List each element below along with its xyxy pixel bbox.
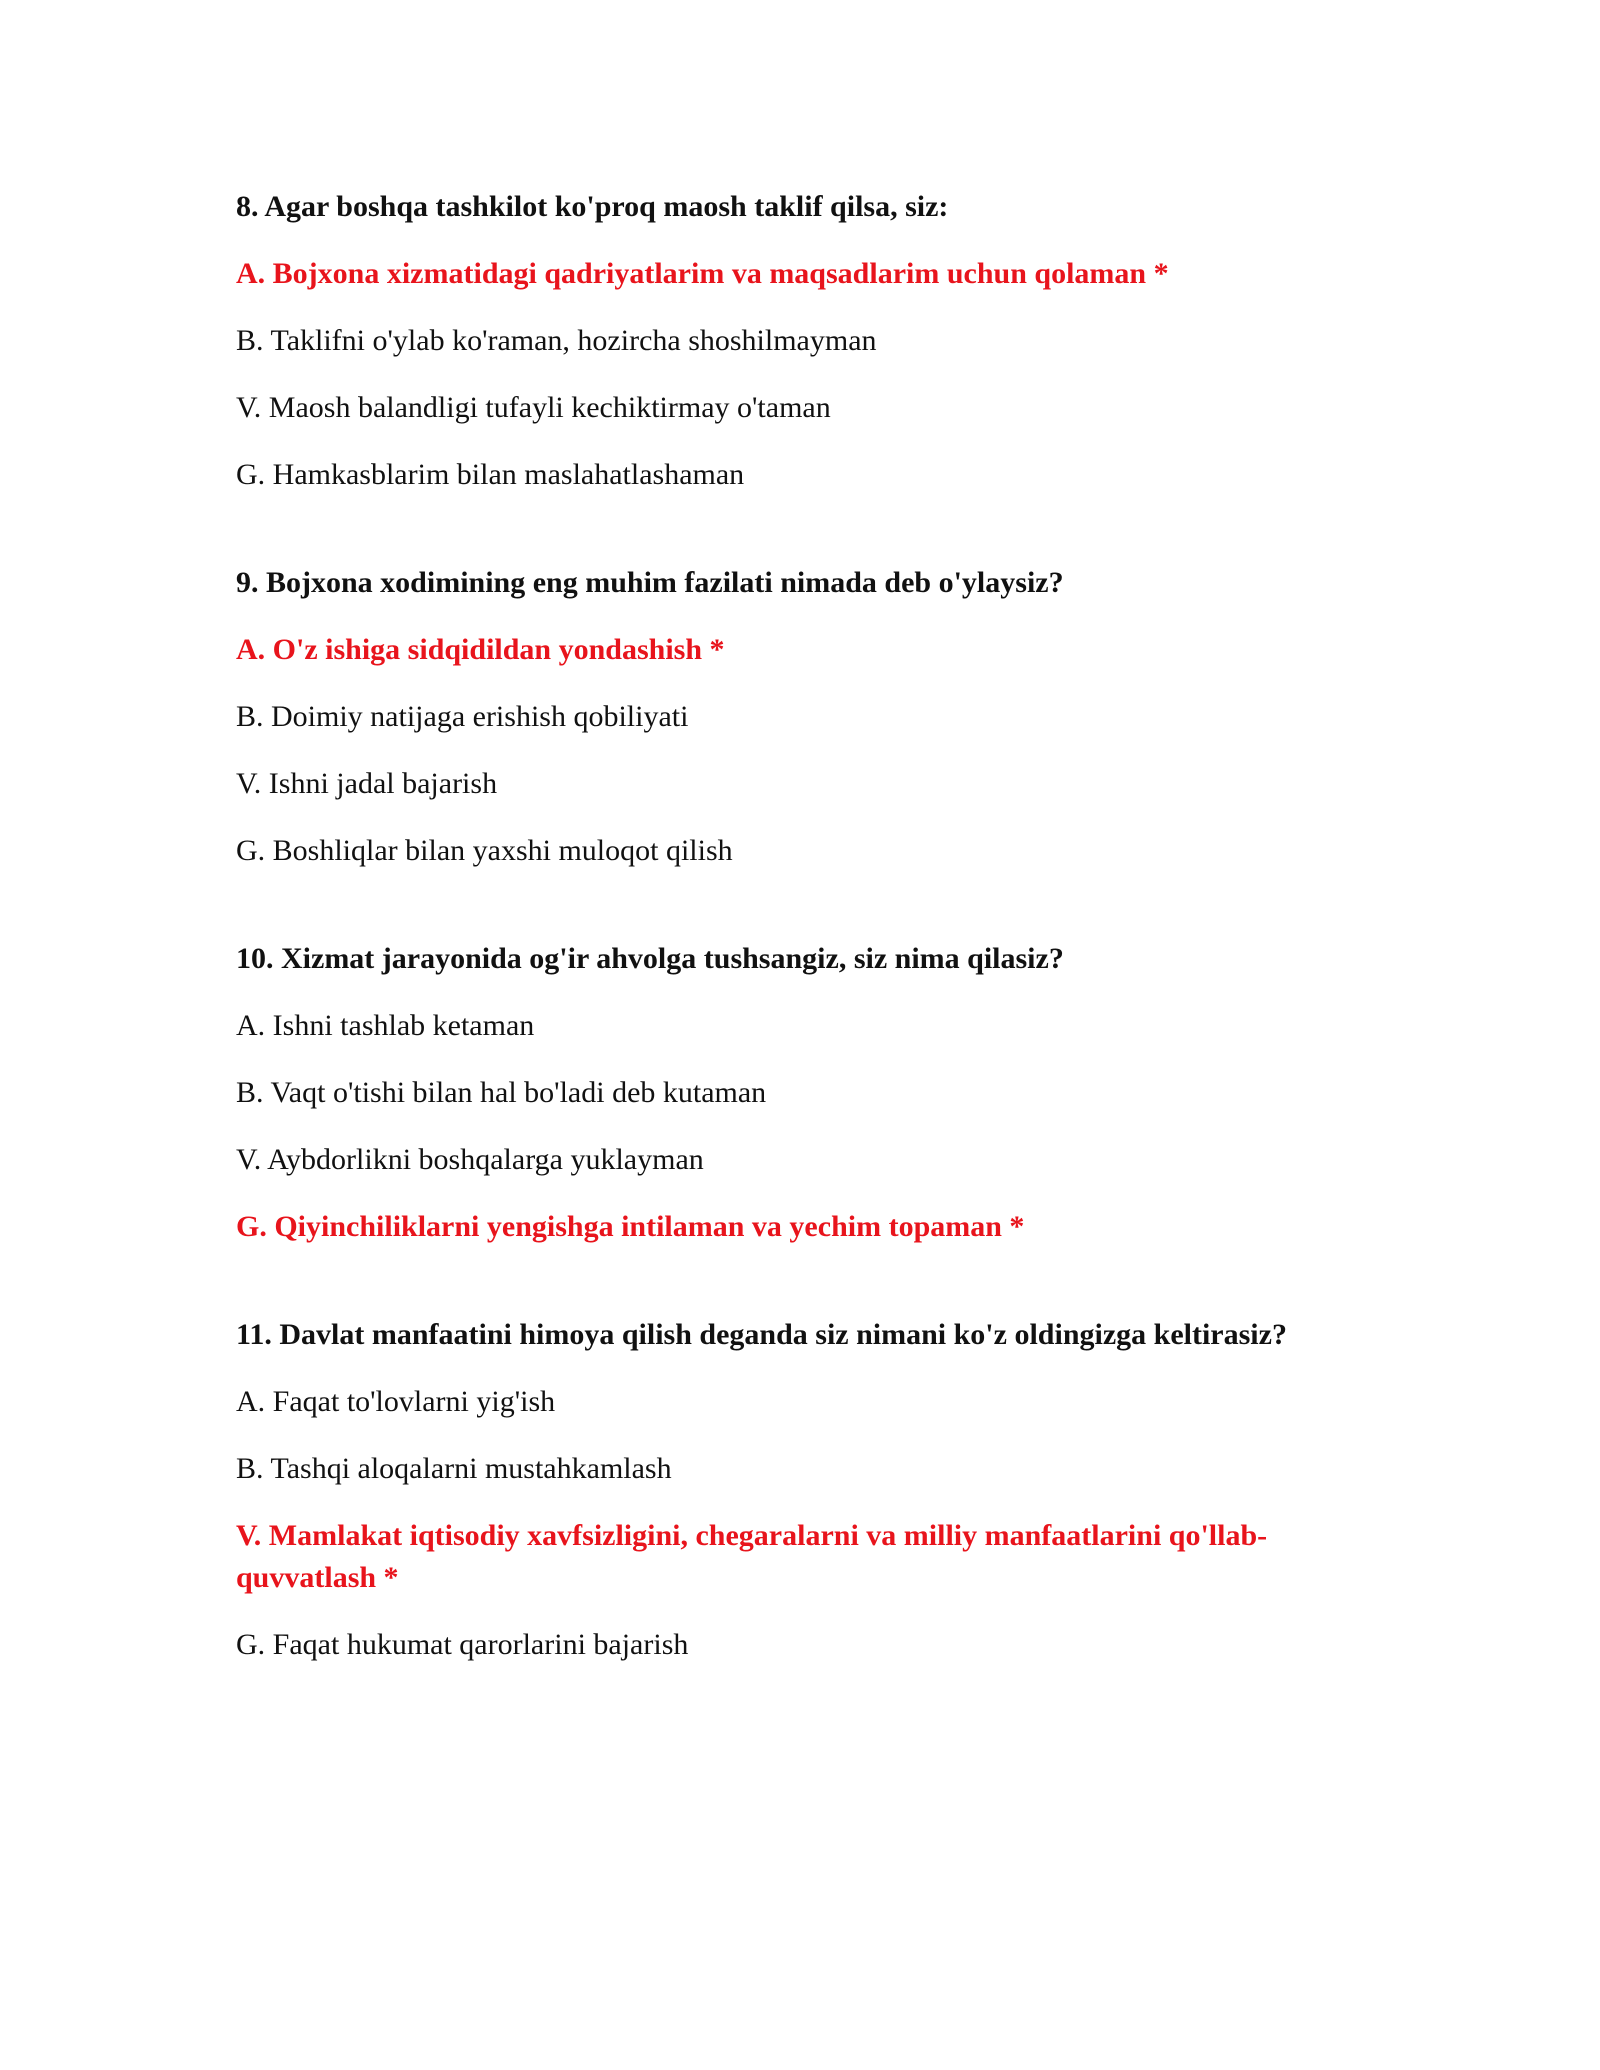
- question-title: 11. Davlat manfaatini himoya qilish deganda siz nimani ko'z oldingizga keltirasiz?: [236, 1318, 1287, 1351]
- answer-option: G. Faqat hukumat qarorlarini bajarish: [236, 1628, 689, 1661]
- answer-option: A. Ishni tashlab ketaman: [236, 1009, 535, 1042]
- question-block-8: [236, 186, 1376, 496]
- question-title: 10. Xizmat jarayonida og'ir ahvolga tushsangiz, siz nima qilasiz?: [236, 942, 1064, 975]
- answer-option: A. Bojxona xizmatidagi qadriyatlarim va maqsadlarim uchun qolaman *: [236, 257, 1169, 290]
- answer-option: A. Faqat to'lovlarni yig'ish: [236, 1385, 556, 1418]
- question-title: 8. Agar boshqa tashkilot ko'proq maosh taklif qilsa, siz:: [236, 190, 949, 223]
- question-block-10: [236, 938, 1376, 1248]
- answer-option: B. Taklifni o'ylab ko'raman, hozircha shoshilmayman: [236, 324, 877, 357]
- question-title: 9. Bojxona xodimining eng muhim fazilati nimada deb o'ylaysiz?: [236, 566, 1064, 599]
- answer-option: B. Tashqi aloqalarni mustahkamlash: [236, 1452, 672, 1485]
- answer-option: V. Maosh balandligi tufayli kechiktirmay o'taman: [236, 391, 831, 424]
- answer-option: G. Boshliqlar bilan yaxshi muloqot qilish: [236, 834, 733, 867]
- answer-option: B. Vaqt o'tishi bilan hal bo'ladi deb kutaman: [236, 1076, 767, 1109]
- answer-option: B. Doimiy natijaga erishish qobiliyati: [236, 700, 689, 733]
- answer-option: A. O'z ishiga sidqidildan yondashish *: [236, 633, 725, 666]
- answer-option: G. Qiyinchiliklarni yengishga intilaman va yechim topaman *: [236, 1210, 1025, 1243]
- answer-option: V. Mamlakat iqtisodiy xavfsizligini, chegaralarni va milliy manfaatlarini qo'llab-quvvatlash *: [236, 1519, 1268, 1594]
- question-block-11: [236, 1314, 1376, 1666]
- answer-option: V. Aybdorlikni boshqalarga yuklayman: [236, 1143, 704, 1176]
- document-body: [236, 186, 1376, 1732]
- answer-option: G. Hamkasblarim bilan maslahatlashaman: [236, 458, 745, 491]
- question-block-9: [236, 562, 1376, 872]
- answer-option: V. Ishni jadal bajarish: [236, 767, 498, 800]
